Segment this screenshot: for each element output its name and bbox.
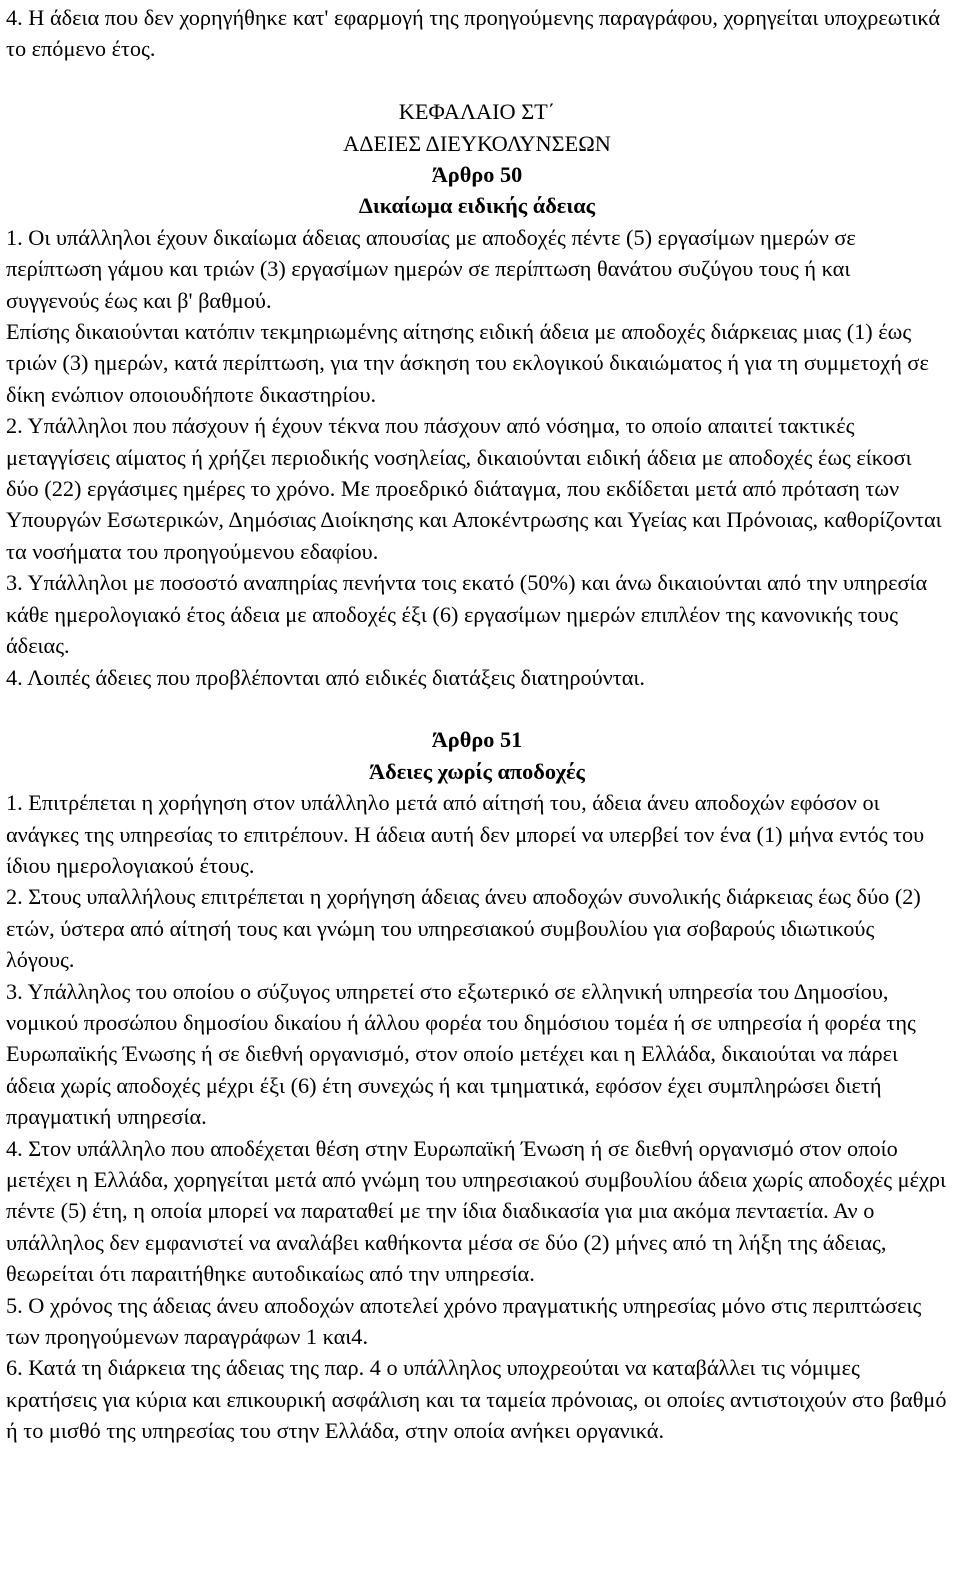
article-51-paragraph-6: 6. Κατά τη διάρκεια της άδειας της παρ. 4 ο υπάλληλος υποχρεούται να καταβάλλει τις νόμιμες κρατήσεις για κύρια και επικουρική ασφάλιση και τα ταμεία πρόνοιας, οι οποίες αντιστοιχούν στο βαθμό ή το μισθό της υπηρεσίας του στην Ελλάδα, στην οποία ανήκει οργανικά. (6, 1355, 947, 1444)
article-50-paragraph-1-continued: Επίσης δικαιούνται κατόπιν τεκμηριωμένης αίτησης ειδική άδεια με αποδοχές διάρκειας μιας (1) έως τριών (3) ημερών, κατά περίπτωση, για την άσκηση του εκλογικού δικαιώματος ή για τη συμμετοχή σε δίκη ενώπιον οποιουδήποτε δικαστηρίου. (6, 319, 929, 407)
article-50-number: Άρθρο 50 (431, 162, 523, 188)
article-51-title: Άδειες χωρίς αποδοχές (369, 758, 585, 784)
article-50-paragraph-1: 1. Οι υπάλληλοι έχουν δικαίωμα άδειας απουσίας με αποδοχές πέντε (5) εργασίμων ημερών σε περίπτωση γάμου και τριών (3) εργασίμων ημερών σε περίπτωση θανάτου συζύγου τους ή και συγγενούς έως και β' βαθμού. (6, 224, 856, 313)
article-50-paragraph-2: 2. Υπάλληλοι που πάσχουν ή έχουν τέκνα που πάσχουν από νόσημα, το οποίο απαιτεί τακτικές μεταγγίσεις αίματος ή χρήζει περιοδικής νοσηλείας, δικαιούνται ειδική άδεια με αποδοχές έως είκοσι δύο (22) εργάσιμες ημέρες το χρόνο. Με προεδρικό διάταγμα, που εκδίδεται μετά από πρόταση των Υπουργών Εσωτερικών, Δημόσιας Διοίκησης και Αποκέντρωσης και Υγείας και Πρόνοιας, καθορίζονται τα νοσήματα του προηγούμενου εδαφίου. (6, 413, 942, 564)
article-51-paragraph-5: 5. Ο χρόνος της άδειας άνευ αποδοχών αποτελεί χρόνο πραγματικής υπηρεσίας μόνο στις περιπτώσεις των προηγούμενων παραγράφων 1 και4. (6, 1292, 922, 1350)
spacer (6, 65, 948, 96)
article-50-title: Δικαίωμα ειδικής άδειας (358, 193, 596, 219)
article-51-paragraph-4: 4. Στον υπάλληλο που αποδέχεται θέση στην Ευρωπαϊκή Ένωση ή σε διεθνή οργανισμό στον οποίο μετέχει η Ελλάδα, χορηγείται μετά από γνώμη του υπηρεσιακού συμβουλίου άδεια χωρίς αποδοχές μέχρι πέντε (5) έτη, η οποία μπορεί να παραταθεί με την ίδια διαδικασία για μια ακόμα πενταετία. Αν ο υπάλληλος δεν εμφανιστεί να αναλάβει καθήκοντα μέσα σε δύο (2) μήνες από τη λήξη της άδειας, θεωρείται ότι παραιτήθηκε αυτοδικαίως από την υπηρεσία. (6, 1135, 947, 1287)
spacer (6, 693, 948, 724)
article-51-paragraph-2: 2. Στους υπαλλήλους επιτρέπεται η χορήγηση άδειας άνευ αποδοχών συνολικής διάρκειας έως δύο (2) ετών, ύστερα από αίτησή τους και γνώμη του υπηρεσιακού συμβουλίου για σοβαρούς ιδιωτικούς λόγους. (6, 884, 921, 973)
chapter-title: ΑΔΕΙΕΣ ΔΙΕΥΚΟΛΥΝΣΕΩΝ (343, 130, 611, 156)
article-51-paragraph-1: 1. Επιτρέπεται η χορήγηση στον υπάλληλο μετά από αίτησή του, άδεια άνευ αποδοχών εφόσον οι ανάγκες της υπηρεσίας το επιτρέπουν. Η άδεια αυτή δεν μπορεί να υπερβεί τον ένα (1) μήνα εντός του ίδιου ημερολογιακού έτους. (6, 790, 925, 878)
article-50-paragraph-3: 3. Υπάλληλοι με ποσοστό αναπηρίας πενήντα τοις εκατό (50%) και άνω δικαιούνται από την υπηρεσία κάθε ημερολογιακό έτος άδεια με αποδοχές έξι (6) εργασίμων ημερών επιπλέον της κανονικής τους άδειας. (6, 570, 928, 659)
article-50-paragraph-4: 4. Λοιπές άδειες που προβλέπονται από ειδικές διατάξεις διατηρούνται. (6, 664, 645, 690)
chapter-number: ΚΕΦΑΛΑΙΟ ΣΤ΄ (398, 99, 556, 125)
article-51-number: Άρθρο 51 (431, 727, 523, 753)
intro-paragraph-4: 4. Η άδεια που δεν χορηγήθηκε κατ' εφαρμογή της προηγούμενης παραγράφου, χορηγείται υποχρεωτικά το επόμενο έτος. (6, 5, 941, 62)
article-51-paragraph-3: 3. Υπάλληλος του οποίου ο σύζυγος υπηρετεί στο εξωτερικό σε ελληνική υπηρεσία του Δημοσίου, νομικού προσώπου δημοσίου δικαίου ή άλλου φορέα του δημόσιου τομέα ή σε υπηρεσία ή φορέα της Ευρωπαϊκής Ένωσης ή σε διεθνή οργανισμό, στον οποίο μετέχει και η Ελλάδα, δικαιούται να πάρει άδεια χωρίς αποδοχές μέχρι έξι (6) έτη συνεχώς ή και τμηματικά, εφόσον έχει συμπληρώσει διετή πραγματική υπηρεσία. (6, 978, 916, 1130)
